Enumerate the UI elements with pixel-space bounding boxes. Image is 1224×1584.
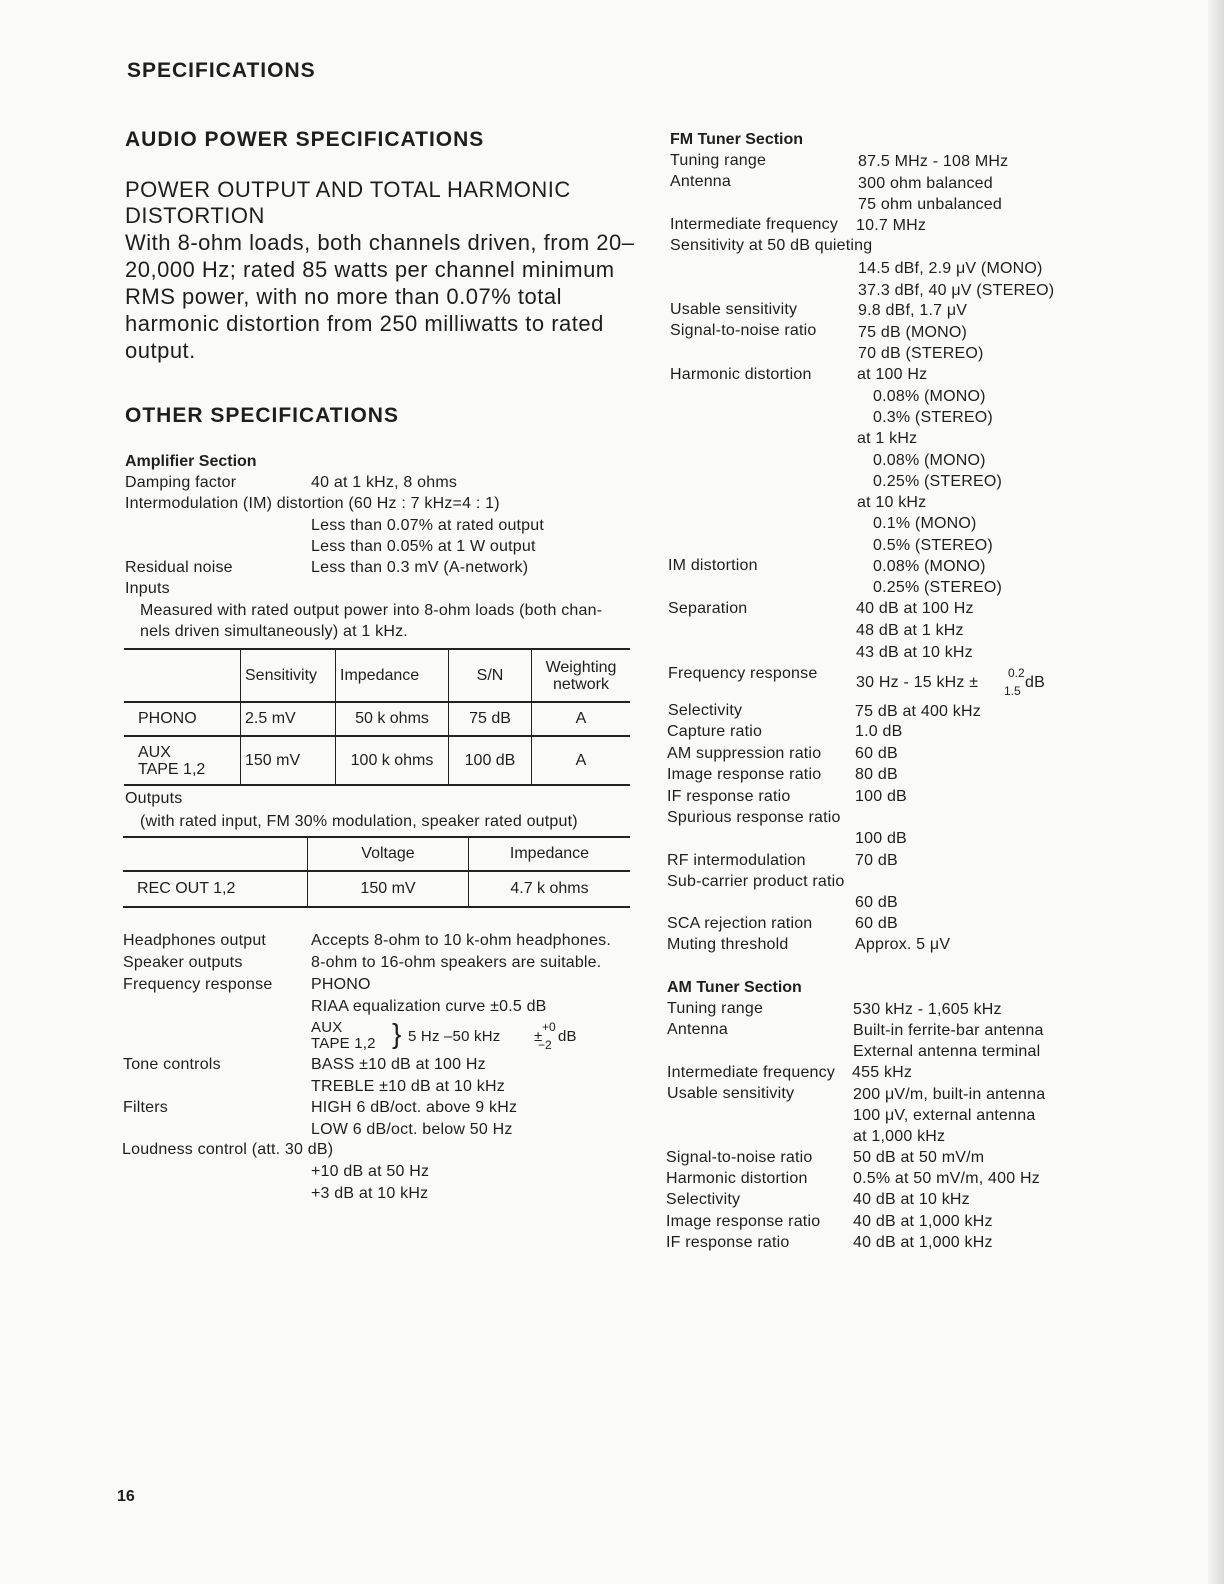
frequency-response-range: 5 Hz –50 kHz	[408, 1028, 501, 1045]
fm-if-response-value: 100 dB	[855, 788, 907, 805]
tape-label: TAPE 1,2	[138, 760, 206, 778]
filters-label: Filters	[123, 1099, 168, 1116]
fm-antenna-value-1: 300 ohm balanced	[858, 175, 993, 192]
table-cell: 2.5 mV	[241, 702, 336, 736]
table-header-row	[124, 649, 630, 702]
frequency-response-label: Frequency response	[123, 976, 273, 993]
power-output-subheading-line1: POWER OUTPUT AND TOTAL HARMONIC	[125, 177, 571, 202]
residual-noise-label: Residual noise	[125, 559, 233, 576]
table-cell: 75 dB	[449, 702, 532, 736]
table-cell: 150 mV	[241, 736, 336, 785]
am-tuning-range-label: Tuning range	[667, 1000, 764, 1017]
am-usable-sensitivity-label: Usable sensitivity	[667, 1085, 795, 1102]
aux-label: AUX	[138, 743, 171, 761]
tone-controls-treble: TREBLE ±10 dB at 10 kHz	[311, 1078, 505, 1095]
table-cell: 4.7 k ohms	[469, 871, 631, 907]
table-cell: PHONO	[124, 702, 241, 736]
im-distortion-value-2: Less than 0.05% at 1 W output	[311, 538, 536, 555]
fm-harmonic-distortion-label: Harmonic distortion	[670, 366, 812, 383]
brace-symbol: }	[392, 1018, 402, 1049]
fm-sca-rejection-value: 60 dB	[855, 915, 898, 932]
outputs-note: (with rated input, FM 30% modulation, speaker rated output)	[140, 813, 578, 830]
am-image-response-label: Image response ratio	[666, 1213, 821, 1230]
fm-snr-label: Signal-to-noise ratio	[670, 322, 817, 339]
am-harmonic-distortion-label: Harmonic distortion	[666, 1170, 808, 1187]
fm-im-mono: 0.08% (MONO)	[873, 558, 986, 575]
fm-snr-value-1: 75 dB (MONO)	[858, 324, 968, 341]
im-distortion-value-1: Less than 0.07% at rated output	[311, 517, 545, 534]
table-header-cell	[532, 649, 631, 702]
table-cell	[124, 736, 241, 785]
residual-noise-value: Less than 0.3 mV (A-network)	[311, 559, 529, 576]
table-header-row	[123, 837, 630, 871]
fm-if-response-label: IF response ratio	[667, 788, 791, 805]
am-antenna-value-1: Built-in ferrite-bar antenna	[853, 1022, 1044, 1039]
loudness-control-value-2: +3 dB at 10 kHz	[311, 1185, 429, 1202]
frequency-response-riaa: RIAA equalization curve ±0.5 dB	[311, 998, 547, 1015]
fm-hd-10khz-mono: 0.1% (MONO)	[873, 515, 977, 532]
fm-tuning-range-value: 87.5 MHz - 108 MHz	[858, 153, 1009, 170]
table-header-cell: Impedance	[469, 837, 631, 871]
am-if-label: Intermediate frequency	[667, 1064, 836, 1081]
damping-factor-value: 40 at 1 kHz, 8 ohms	[311, 474, 458, 491]
fm-frequency-response-plus: 0.2	[1008, 666, 1025, 680]
page-title: SPECIFICATIONS	[127, 59, 316, 82]
fm-usable-sensitivity-label: Usable sensitivity	[670, 301, 798, 318]
fm-frequency-response-value: 30 Hz - 15 kHz ±	[856, 674, 979, 691]
table-cell: 50 k ohms	[336, 702, 449, 736]
am-selectivity-value: 40 dB at 10 kHz	[853, 1191, 970, 1208]
table-header-cell: S/N	[449, 649, 532, 702]
table-row	[123, 871, 630, 907]
fm-if-value: 10.7 MHz	[856, 217, 927, 234]
am-snr-value: 50 dB at 50 mV/m	[853, 1149, 985, 1166]
fm-selectivity-label: Selectivity	[668, 702, 743, 719]
fm-hd-at-100hz: at 100 Hz	[857, 366, 928, 383]
frequency-response-aux: AUX	[311, 1019, 343, 1036]
fm-sub-carrier-value: 60 dB	[855, 894, 898, 911]
fm-im-stereo: 0.25% (STEREO)	[873, 579, 1003, 596]
inputs-note-line2: nels driven simultaneously) at 1 kHz.	[140, 623, 408, 640]
fm-hd-100hz-mono: 0.08% (MONO)	[873, 388, 986, 405]
fm-frequency-response-label: Frequency response	[668, 665, 818, 682]
am-antenna-value-2: External antenna terminal	[853, 1043, 1041, 1060]
am-usable-sensitivity-value-3: at 1,000 kHz	[853, 1128, 946, 1145]
table-row	[124, 736, 630, 785]
inputs-label: Inputs	[125, 580, 170, 597]
fm-hd-at-10khz: at 10 kHz	[857, 494, 927, 511]
am-antenna-label: Antenna	[667, 1021, 729, 1038]
other-specs-heading: OTHER SPECIFICATIONS	[125, 404, 399, 427]
table-header-cell: Voltage	[308, 837, 469, 871]
frequency-response-minus: −2	[538, 1038, 552, 1052]
speaker-outputs-value: 8-ohm to 16-ohm speakers are suitable.	[311, 954, 602, 971]
headphones-output-label: Headphones output	[123, 932, 267, 949]
fm-rf-intermodulation-value: 70 dB	[855, 852, 898, 869]
table-cell: REC OUT 1,2	[123, 871, 308, 907]
fm-am-suppression-value: 60 dB	[855, 745, 898, 762]
fm-separation-value-1: 40 dB at 100 Hz	[856, 600, 974, 617]
fm-antenna-label: Antenna	[670, 173, 732, 190]
fm-spurious-response-value: 100 dB	[855, 830, 907, 847]
table-header-cell: Impedance	[336, 649, 449, 702]
fm-capture-ratio-value: 1.0 dB	[855, 723, 903, 740]
fm-am-suppression-label: AM suppression ratio	[667, 745, 822, 762]
frequency-response-plus: +0	[542, 1020, 556, 1034]
damping-factor-label: Damping factor	[125, 474, 237, 491]
loudness-control-label: Loudness control (att. 30 dB)	[122, 1141, 334, 1158]
fm-sub-carrier-label: Sub-carrier product ratio	[667, 873, 845, 890]
page-number: 16	[117, 1488, 135, 1505]
fm-frequency-response-db: dB	[1025, 674, 1045, 691]
headphones-output-value: Accepts 8-ohm to 10 k-ohm headphones.	[311, 932, 612, 949]
table-header-cell: Sensitivity	[241, 649, 336, 702]
fm-hd-10khz-stereo: 0.5% (STEREO)	[873, 537, 993, 554]
frequency-response-db: dB	[558, 1028, 577, 1045]
inputs-note-line1: Measured with rated output power into 8-ohm loads (both chan-	[140, 602, 603, 619]
frequency-response-phono: PHONO	[311, 976, 371, 993]
fm-image-response-value: 80 dB	[855, 766, 898, 783]
table-cell: 100 k ohms	[336, 736, 449, 785]
fm-usable-sensitivity-value: 9.8 dBf, 1.7 μV	[858, 302, 968, 319]
table-cell: 100 dB	[449, 736, 532, 785]
frequency-response-tape: TAPE 1,2	[311, 1035, 376, 1052]
audio-power-heading: AUDIO POWER SPECIFICATIONS	[125, 128, 485, 151]
am-harmonic-distortion-value: 0.5% at 50 mV/m, 400 Hz	[853, 1170, 1040, 1187]
filters-high: HIGH 6 dB/oct. above 9 kHz	[311, 1099, 518, 1116]
fm-muting-threshold-label: Muting threshold	[667, 936, 789, 953]
fm-im-distortion-label: IM distortion	[668, 557, 758, 574]
network-label: network	[552, 675, 610, 693]
fm-rf-intermodulation-label: RF intermodulation	[667, 852, 806, 869]
am-selectivity-label: Selectivity	[666, 1191, 741, 1208]
fm-snr-value-2: 70 dB (STEREO)	[858, 345, 984, 362]
plus-minus-symbol: ±	[534, 1028, 543, 1045]
page-edge-shadow	[1208, 0, 1224, 1584]
outputs-table	[123, 836, 630, 908]
fm-sensitivity-value-1: 14.5 dBf, 2.9 μV (MONO)	[858, 260, 1043, 277]
tone-controls-label: Tone controls	[123, 1056, 221, 1073]
outputs-label: Outputs	[125, 790, 183, 807]
fm-sensitivity-label: Sensitivity at 50 dB quieting	[670, 237, 873, 254]
tone-controls-bass: BASS ±10 dB at 100 Hz	[311, 1056, 486, 1073]
loudness-control-value-1: +10 dB at 50 Hz	[311, 1163, 430, 1180]
am-usable-sensitivity-value-1: 200 μV/m, built-in antenna	[853, 1086, 1046, 1103]
fm-frequency-response-minus: 1.5	[1004, 684, 1021, 698]
table-cell: 150 mV	[308, 871, 469, 907]
filters-low: LOW 6 dB/oct. below 50 Hz	[311, 1121, 513, 1138]
fm-hd-at-1khz: at 1 kHz	[857, 430, 918, 447]
fm-muting-threshold-value: Approx. 5 μV	[855, 936, 951, 953]
am-snr-label: Signal-to-noise ratio	[666, 1149, 813, 1166]
fm-tuner-section-title: FM Tuner Section	[670, 131, 804, 148]
weighting-label: Weighting	[545, 658, 617, 676]
power-output-paragraph: With 8-ohm loads, both channels driven, from 20–20,000 Hz; rated 85 watts per channel minimum RMS power, with no more than 0.07% total harmonic distortion from 250 milliwatts to rated output.	[125, 230, 635, 363]
fm-separation-label: Separation	[668, 600, 748, 617]
fm-image-response-label: Image response ratio	[667, 766, 822, 783]
table-cell: A	[532, 702, 631, 736]
am-usable-sensitivity-value-2: 100 μV, external antenna	[853, 1107, 1036, 1124]
fm-hd-1khz-mono: 0.08% (MONO)	[873, 452, 986, 469]
fm-sca-rejection-label: SCA rejection ration	[667, 915, 813, 932]
fm-hd-100hz-stereo: 0.3% (STEREO)	[873, 409, 993, 426]
am-if-value: 455 kHz	[852, 1064, 913, 1081]
inputs-table	[124, 648, 630, 786]
am-if-response-value: 40 dB at 1,000 kHz	[853, 1234, 993, 1251]
fm-spurious-response-label: Spurious response ratio	[667, 809, 841, 826]
fm-tuning-range-label: Tuning range	[670, 152, 767, 169]
table-cell: A	[532, 736, 631, 785]
am-tuner-section-title: AM Tuner Section	[667, 979, 802, 996]
amplifier-section-title: Amplifier Section	[125, 453, 257, 470]
power-output-subheading-line2: DISTORTION	[125, 203, 265, 228]
fm-separation-value-2: 48 dB at 1 kHz	[856, 622, 964, 639]
fm-selectivity-value: 75 dB at 400 kHz	[855, 703, 981, 720]
table-row	[124, 702, 630, 736]
im-distortion-label: Intermodulation (IM) distortion (60 Hz : 7 kHz=4 : 1)	[125, 495, 500, 512]
fm-capture-ratio-label: Capture ratio	[667, 723, 763, 740]
am-if-response-label: IF response ratio	[666, 1234, 790, 1251]
fm-sensitivity-value-2: 37.3 dBf, 40 μV (STEREO)	[858, 282, 1055, 299]
am-image-response-value: 40 dB at 1,000 kHz	[853, 1213, 993, 1230]
fm-hd-1khz-stereo: 0.25% (STEREO)	[873, 473, 1003, 490]
fm-separation-value-3: 43 dB at 10 kHz	[856, 644, 973, 661]
fm-if-label: Intermediate frequency	[670, 216, 839, 233]
am-tuning-range-value: 530 kHz - 1,605 kHz	[853, 1001, 1002, 1018]
speaker-outputs-label: Speaker outputs	[123, 954, 243, 971]
fm-antenna-value-2: 75 ohm unbalanced	[858, 196, 1002, 213]
